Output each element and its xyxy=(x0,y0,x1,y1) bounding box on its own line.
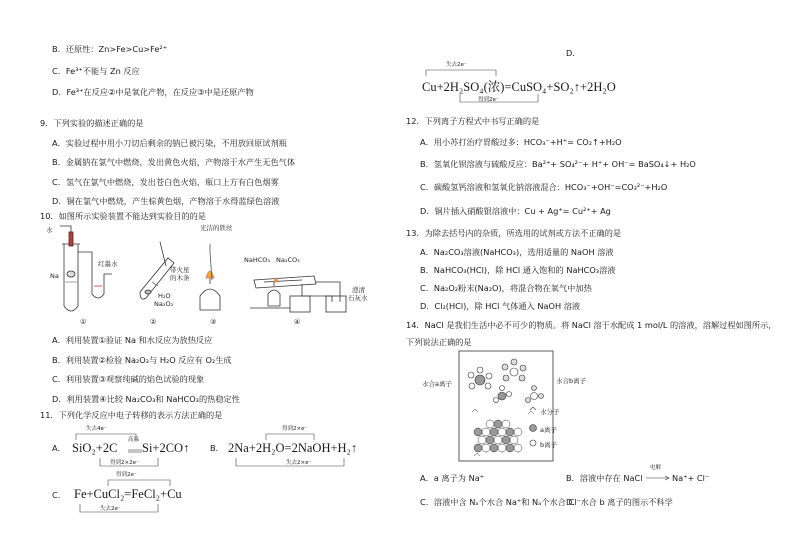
label-n4: ④ xyxy=(294,318,301,326)
q14-label-hydrated-b: 水合b离子 xyxy=(556,377,587,385)
q14-option-c: C．溶液中含 Nₐ个水合 Na⁺和 Nₐ个水合 Cl⁻ xyxy=(420,497,581,507)
q11-a-equation-left: SiO₂+2C xyxy=(72,441,118,455)
label-red-ink: 红墨水 xyxy=(98,260,118,268)
q13-option-b: B．NaHCO₃(HCl)，除 HCl 通入饱和的 NaHCO₃溶液 xyxy=(420,265,616,275)
q10-option-d: D．利用装置④比较 Na₂CO₃和 NaHCO₃的热稳定性 xyxy=(52,394,240,404)
q11-option-c-letter: C． xyxy=(52,490,66,500)
q9-option-c: C．氢气在氯气中燃烧，发出苍白色火焰，瓶口上方有白色烟雾 xyxy=(52,177,279,187)
label-water: 水 xyxy=(46,226,53,234)
label-na2o2: Na₂O₂ xyxy=(154,300,174,308)
q11-title: 11．下列化学反应中电子转移的表示方法正确的是 xyxy=(40,410,223,420)
q9-option-a: A．实验过程中用小刀切后剩余的钠已被污染，不用放回原试剂瓶 xyxy=(52,138,287,148)
q8-option-b: B．还原性：Zn>Fe>Cu>Fe²⁺ xyxy=(52,44,168,54)
q10-option-b: B．利用装置②检验 Na₂O₂与 H₂O 反应有 O₂生成 xyxy=(52,355,232,365)
q10-option-c: C．利用装置③观察纯碱的焰色试验的现象 xyxy=(52,374,205,384)
q13-option-a: A．Na₂CO₃溶液(NaHCO₃)，选用适量的 NaOH 溶液 xyxy=(420,247,614,257)
label-n2: ② xyxy=(150,318,157,326)
q11-option-a-letter: A． xyxy=(52,443,66,453)
q11-a-condition: 高温 xyxy=(128,437,140,443)
q14-legend-a-ion: a离子 xyxy=(540,426,557,434)
q14-option-b-arrow xyxy=(646,475,670,481)
q11-a-top-label: 失去4e⁻ xyxy=(86,426,107,432)
q14-option-b-pre: B．溶液中存在 NaCl xyxy=(566,473,643,483)
label-n3: ③ xyxy=(210,318,217,326)
q14-option-a: A．a 离子为 Na⁺ xyxy=(420,473,485,483)
q13-option-d: D．Cl₂(HCl)，除 HCl 气体通入 NaOH 溶液 xyxy=(420,301,581,311)
q9-title: 9．下列实验的描述正确的是 xyxy=(40,118,144,128)
q8-option-d: D．Fe³⁺在反应②中是氧化产物，在反应③中是还原产物 xyxy=(52,87,254,97)
q14-label-hydrated-a: 水合a离子 xyxy=(422,380,452,388)
q10-apparatus-figure xyxy=(40,222,380,332)
q11-c-top-label: 得到2e⁻ xyxy=(116,472,137,478)
q11-c-equation: Fe+CuCl₂=FeCl₂+Cu xyxy=(74,487,182,501)
q9-option-b: B．金属钠在氯气中燃烧，发出黄色火焰，产物溶于水产生无色气体 xyxy=(52,157,296,167)
label-iron-wire: 光洁的铁丝 xyxy=(200,224,233,232)
q10-option-a: A．利用装置①验证 Na 和水反应为放热反应 xyxy=(52,335,213,345)
q13-option-c: C．Na₂O₂粉末(Na₂O)，将混合物在氧气中加热 xyxy=(420,283,592,293)
q12-option-d: D．铜片插入硝酸银溶液中：Cu + Ag⁺= Cu²⁺+ Ag xyxy=(420,206,611,216)
q13-title: 13．为除去括号内的杂质，所选用的试剂或方法不正确的是 xyxy=(406,228,622,238)
q11-b-equation: 2Na+2H₂O=2NaOH+H₂↑ xyxy=(228,441,358,455)
apparatus-1 xyxy=(60,226,112,311)
q14-option-b-condition: 电解 xyxy=(650,465,662,471)
q8-option-c: C．Fe³⁺不能与 Zn 反应 xyxy=(52,66,140,76)
apparatus-2 xyxy=(140,242,174,299)
label-nahco3: NaHCO₃ xyxy=(244,256,270,264)
q11-d-equation: Cu+2H₂SO₄(浓)=CuSO₄+SO₂↑+2H₂O xyxy=(422,80,616,94)
apparatus-4 xyxy=(250,276,346,312)
q11-option-b-letter: B． xyxy=(210,443,224,453)
q12-option-c: C．碳酸氢钙溶液和氢氧化钠溶液混合：HCO₃⁻+OH⁻=CO₃²⁻+H₂O xyxy=(420,182,668,192)
q12-title: 12．下列离子方程式中书写正确的是 xyxy=(406,116,540,126)
q11-d-top-label: 失去2e⁻ xyxy=(446,62,467,68)
label-h2o: H₂O xyxy=(158,292,171,300)
q11-c-bottom-label: 失去2e⁻ xyxy=(100,506,121,512)
q12-option-b: B．氢氧化钡溶液与硫酸反应：Ba²⁺+ SO₄²⁻+ H⁺+ OH⁻= BaSO₄↓+ H₂O xyxy=(420,159,696,169)
q14-legend-b-ion: b离子 xyxy=(540,441,558,449)
q14-legend-water: 水分子 xyxy=(540,408,560,416)
label-spark-2: 的木条 xyxy=(170,274,190,282)
q11-a-equation-right: Si+2CO↑ xyxy=(142,441,190,455)
q14-title: 14．NaCl 是我们生活中必不可少的物质。将 NaCl 溶于水配成 1 mol/L 的溶液，溶解过程如图所示， xyxy=(406,320,777,330)
q11-d-bottom-label: 得到2e⁻ xyxy=(478,97,499,103)
q9-option-d: D．铜在氯气中燃烧，产生棕黄色烟，产物溶于水得蓝绿色溶液 xyxy=(52,196,280,206)
q11-a-bottom-label: 得到2×2e⁻ xyxy=(110,460,139,466)
q14-option-b-post: Na⁺+ Cl⁻ xyxy=(672,473,710,483)
q14-subtitle: 下列说法正确的是 xyxy=(406,337,472,347)
q14-option-d: D．水合 b 离子的图示不科学 xyxy=(566,497,673,507)
q11-b-bottom-label: 失去2×e⁻ xyxy=(286,460,312,466)
label-spark: 带火星 xyxy=(170,266,190,274)
q11-b-top-label: 得到2×e⁻ xyxy=(282,426,308,432)
label-n1: ① xyxy=(80,318,87,326)
q12-option-a: A．用小苏打治疗胃酸过多：HCO₃⁻+H⁺= CO₂↑+H₂O xyxy=(420,137,622,147)
q11-option-d-letter: D． xyxy=(566,48,581,58)
q10-title: 10．如图所示实验装置不能达到实验目的的是 xyxy=(40,211,206,221)
label-limewater-2: 石灰水 xyxy=(348,294,368,302)
apparatus-3 xyxy=(200,244,220,310)
label-na: Na xyxy=(50,272,59,280)
label-na2co3: Na₂CO₃ xyxy=(276,256,300,264)
label-limewater: 澄清 xyxy=(352,286,365,294)
